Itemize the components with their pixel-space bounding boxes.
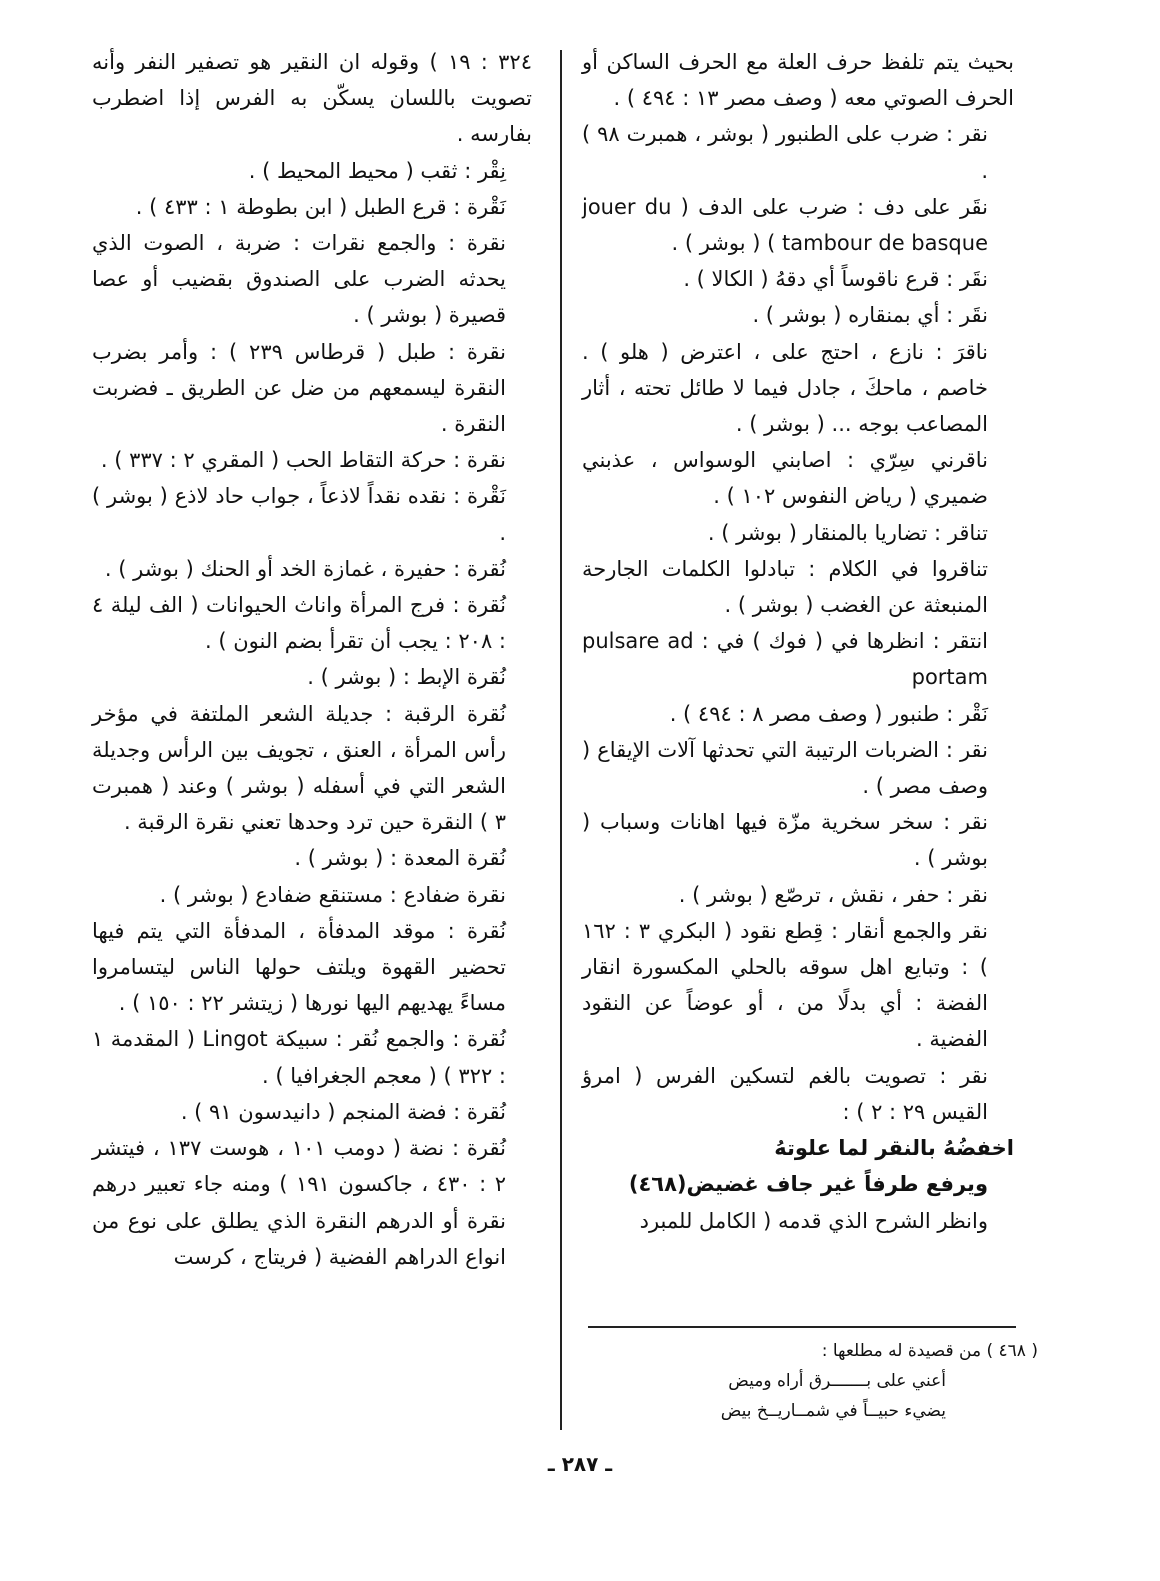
footnote-separator xyxy=(588,1326,1016,1328)
entry-paragraph: نِقْر : ثقب ( محيط المحيط ) . xyxy=(248,158,506,183)
entry-paragraph: نقر : ضرب على الطنبور ( بوشر ، همبرت ٩٨ ) . xyxy=(582,122,988,183)
entry-paragraph: نُقرة : حفيرة ، غمازة الخد أو الحنك ( بوشر ) . xyxy=(104,556,506,581)
entry-paragraph: ناقرَ : نازع ، احتج على ، اعترض ( هلو ) . خاصم ، ماحكَ ، جادل فيما لا طائل تحته ، أثار المصاعب بوجه ... ( بوشر ) . xyxy=(582,339,988,437)
entry-paragraph: نُقرة : نضة ( دومب ١٠١ ، هوست ١٣٧ ، فيتشر ٢ : ٤٣٠ ، جاكسون ١٩١ ) ومنه جاء تعبير درهم نقرة أو الدرهم النقرة الذي يطلق على نوع من انواع الدراهم الفضية ( فريتاج ، كرست xyxy=(92,1136,507,1269)
column-divider xyxy=(560,50,562,1430)
entry-paragraph: تناقر : تضاريا بالمنقار ( بوشر ) . xyxy=(707,520,988,545)
entry-paragraph: نقر : سخر سخرية مزّة فيها اهانات وسباب ( بوشر ) . xyxy=(582,810,988,871)
entry-paragraph: نَقْرة : نقده نقداً لاذعاً ، جواب حاد لاذع ( بوشر ) . xyxy=(92,484,506,545)
entry-paragraph: نُقرة : فضة المنجم ( دانيدسون ٩١ ) . xyxy=(180,1099,506,1124)
entry-paragraph: نقرة : والجمع نقرات : ضربة ، الصوت الذي يحدثه الضرب على الصندوق بقضيب أو عصا قصيرة ( بوشر ) . xyxy=(92,231,506,328)
left-column xyxy=(92,44,532,1275)
entry-paragraph: نُقرة المعدة : ( بوشر ) . xyxy=(294,846,506,871)
entry-paragraph: نُقرة : موقد المدفأة ، المدفأة التي يتم فيها تحضير القهوة ويلتف حولها الناس ليتسامروا مساءً يهديهم اليها نورها ( زيتشر ٢٢ : ١٥٠ ) . xyxy=(92,918,506,1016)
entry-paragraph: نُقرة الإبط : ( بوشر ) . xyxy=(307,665,506,690)
poem-verse-line: ويرفع طرفاً غير جاف غضيض(٤٦٨) xyxy=(628,1172,988,1197)
entry-paragraph: نقَر : قرع ناقوساً أي دقهُ ( الكالا ) . xyxy=(683,267,988,292)
entry-paragraph: نَقْرة : قرع الطبل ( ابن بطوطة ١ : ٤٣٣ ) . xyxy=(135,194,506,219)
page-number: ـ ٢٨٧ ـ xyxy=(547,1452,613,1476)
entry-paragraph: نُقرة الرقبة : جديلة الشعر الملتفة في مؤخر رأس المرأة ، العنق ، تجويف بين الرأس وجديلة الشعر التي في أسفله ( بوشر ) وعند ( همبرت ٣ ) النقرة حين ترد وحدها تعني نقرة الرقبة . xyxy=(92,701,506,835)
footnote-verse-line: يضيء حبيــاً في شمــاريــخ بيض xyxy=(720,1401,946,1421)
entry-paragraph: ناقرني سِرّي : اصابني الوسواس ، عذبني ضميري ( رياض النفوس ١٠٢ ) . xyxy=(582,448,988,509)
entry-paragraph: نقرة ضفادع : مستنقع ضفادع ( بوشر ) . xyxy=(159,882,506,907)
entry-paragraph: ٣٢٤ : ١٩ ) وقوله ان النقير هو تصفير النفر وأنه تصويت باللسان يسكّن به الفرس إذا اضطرب بفارسه . xyxy=(92,50,532,147)
entry-paragraph: وانظر الشرح الذي قدمه ( الكامل للمبرد xyxy=(639,1208,988,1233)
right-column xyxy=(582,44,1014,1239)
footnote xyxy=(560,1336,1038,1426)
entry-paragraph: نقَر على دف : ضرب على الدف ( jouer du tambour de basque ) ( بوشر ) . xyxy=(582,194,988,256)
entry-paragraph: نقَر : أي بمنقاره ( بوشر ) . xyxy=(752,303,988,328)
entry-paragraph: نُقرة : فرج المرأة واناث الحيوانات ( الف ليلة ٤ : ٢٠٨ : يجب أن تقرأ بضم النون ) . xyxy=(92,593,506,654)
entry-paragraph: بحيث يتم تلفظ حرف العلة مع الحرف الساكن أو الحرف الصوتي معه ( وصف مصر ١٣ : ٤٩٤ ) . xyxy=(582,50,1014,111)
entry-paragraph: نُقرة : والجمع نُقر : سبيكة Lingot ( المقدمة ١ : ٣٢٢ ) ( معجم الجغرافيا ) . xyxy=(92,1027,507,1088)
entry-paragraph: نقر : الضربات الرتيبة التي تحدثها آلات الإيقاع ( وصف مصر ) . xyxy=(582,737,988,799)
entry-paragraph: نقرة : طبل ( قرطاس ٢٣٩ ) : وأمر بضرب النقرة ليسمعهم من ضل عن الطريق ـ فضربت النقرة . xyxy=(92,339,506,437)
entry-paragraph: نقر والجمع أنقار : قِطع نقود ( البكري ٣ : ١٦٢ ) : وتبايع اهل سوقه بالحلي المكسورة انقار الفضة : أي بدلًا من ، أو عوضاً عن النقود الفضية . xyxy=(582,918,988,1052)
entry-paragraph: تناقروا في الكلام : تبادلوا الكلمات الجارحة المنبعثة عن الغضب ( بوشر ) . xyxy=(582,556,988,618)
entry-paragraph: نقرة : حركة التقاط الحب ( المقري ٢ : ٣٣٧ ) . xyxy=(100,448,506,473)
poem-verse-line: اخفضُهُ بالنقر لما علوتهُ xyxy=(774,1136,1014,1161)
entry-paragraph: نقر : حفر ، نقش ، ترصّع ( بوشر ) . xyxy=(678,882,988,907)
entry-paragraph: انتقر : انظرها في ( فوك ) في : pulsare ad portam xyxy=(582,629,989,690)
footnote-verse-line: أعني على بـــــــرق أراه وميض xyxy=(728,1371,946,1391)
entry-paragraph: نَقْر : طنبور ( وصف مصر ٨ : ٤٩٤ ) . xyxy=(669,701,988,726)
footnote-heading: ( ٤٦٨ ) من قصيدة له مطلعها : xyxy=(821,1341,1038,1361)
entry-paragraph: نقر : تصويت بالغم لتسكين الفرس ( امرؤ القيس ٢٩ : ٢ ) : xyxy=(582,1063,988,1124)
